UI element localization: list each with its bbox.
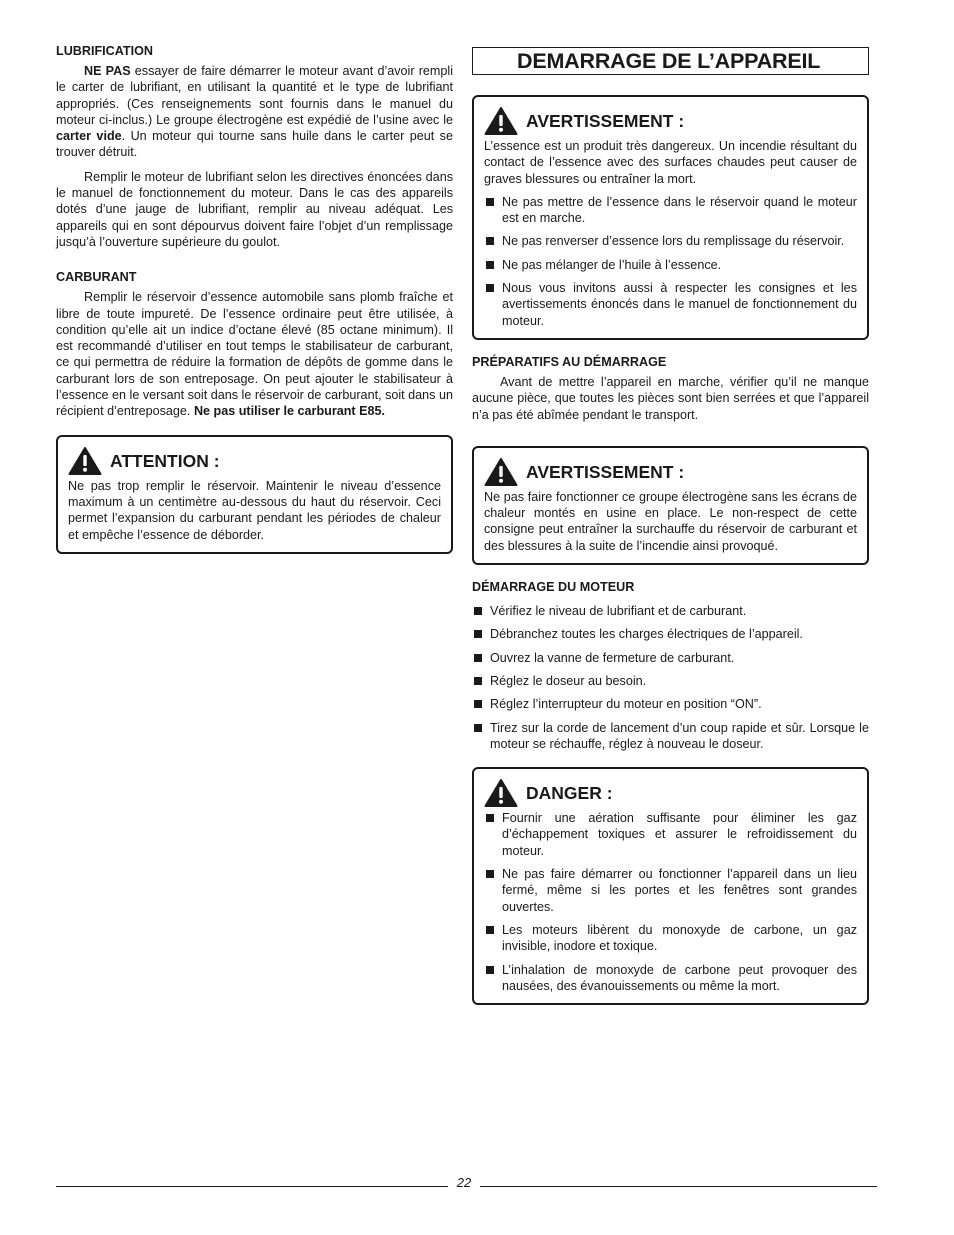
- avertissement-2-title-row: [484, 457, 857, 487]
- avertissement-1-title: AVERTISSEMENT :: [526, 111, 685, 131]
- footer-rule-left: [56, 1186, 448, 1187]
- list-item: Fournir une aération suffisante pour éliminer les gaz d’échappement toxiques et assurer le refroidissement du moteur.: [484, 810, 857, 859]
- list-item: Ne pas renverser d’essence lors du remplissage du réservoir.: [484, 233, 857, 249]
- warning-triangle-icon: [68, 446, 102, 476]
- avertissement-box-1: [472, 95, 869, 340]
- danger-title: DANGER :: [526, 783, 613, 804]
- right-column: [472, 47, 869, 1005]
- avertissement-box-2: [472, 446, 869, 565]
- page-number: 22: [456, 1175, 472, 1190]
- warning-triangle-icon: [484, 778, 518, 808]
- warning-triangle-icon: [484, 457, 518, 487]
- list-item: Ouvrez la vanne de fermeture de carburant.: [472, 650, 869, 666]
- avertissement-2-text: Ne pas faire fonctionner ce groupe électrogène sans les écrans de chaleur montés en usine en place. Le non-respect de cette consigne peut entraîner la surchauffe du réservoir de carburant et des blessures à la suite de l’incendie ainsi provoqué.: [484, 489, 857, 553]
- list-item: Débranchez toutes les charges électriques de l’appareil.: [472, 626, 869, 642]
- list-item: Ne pas mélanger de l’huile à l’essence.: [484, 257, 857, 273]
- list-item: Réglez le doseur au besoin.: [472, 673, 869, 689]
- attention-box: [56, 435, 453, 554]
- preparatifs-heading: PRÉPARATIFS AU DÉMARRAGE: [472, 354, 667, 369]
- list-item: Nous vous invitons aussi à respecter les consignes et les avertissements énoncés dans le manuel de fonctionnement du moteur.: [484, 280, 857, 329]
- attention-text: Ne pas trop remplir le réservoir. Maintenir le niveau d’essence maximum à un centimètre au-dessous du haut du réservoir. Ceci permet l’expansion du carburant pendant les périodes de chaleur et empêche l’essence de déborder.: [68, 478, 441, 542]
- avertissement-2-title: AVERTISSEMENT :: [526, 461, 685, 482]
- left-column: [56, 43, 453, 554]
- avertissement-1-intro: L’essence est un produit très dangereux. Un incendie résultant du contact de l’essence avec des surfaces chaudes peut causer de graves blessures ou entraîner la mort.: [484, 139, 857, 186]
- carter-vide-bold: carter vide: [56, 129, 122, 144]
- danger-title-row: [484, 778, 857, 808]
- list-item: Réglez l’interrupteur du moteur en position “ON”.: [472, 696, 869, 712]
- list-item: Tirez sur la corde de lancement d’un coup rapide et sûr. Lorsque le moteur se réchauffe, réglez à nouveau le doseur.: [472, 720, 869, 753]
- ne-pas-bold: NE PAS: [84, 64, 131, 78]
- avertissement-1-list: [484, 194, 857, 329]
- list-item: Ne pas mettre de l’essence dans le réservoir quand le moteur est en marche.: [484, 194, 857, 227]
- demarrage-heading: DÉMARRAGE DU MOTEUR: [472, 580, 635, 595]
- list-item: Les moteurs libèrent du monoxyde de carbone, un gaz invisible, inodore et toxique.: [484, 922, 857, 955]
- carburant-paragraph: Remplir le réservoir d’essence automobile sans plomb fraîche et libre de toute impureté. De l’essence ordinaire peut être utilisée, à condition qu’elle ait un indice d’octane élevé (85 octane minimum). Il est recommandé d’utiliser en tout temps le stabilisateur de carburant, ce qui permettra de réduire la formation de dépôts de gomme dans le carburant lors de son entreposage. On peut ajouter le stabilisateur à l’essence en le versant soit dans le réservoir de carburant, soit dans un récipient d’entreposage. Ne pas utiliser le carburant E85.: [56, 290, 453, 419]
- danger-list: [484, 810, 857, 994]
- lubrification-paragraph-2: Remplir le moteur de lubrifiant selon les directives énoncées dans le manuel de fonctionnement du moteur. Dans le cas des appareils dotés d’une jauge de lubrifiant, remplir au niveau adéquat. Les appareils qui en sont dépourvus doivent faire l’objet d’un remplissage jusqu’à l’ouverture supérieure du goulot.: [56, 169, 453, 249]
- attention-title: ATTENTION :: [110, 450, 220, 471]
- lubrification-heading: LUBRIFICATION: [56, 44, 154, 58]
- attention-title-row: [68, 446, 441, 476]
- carburant-heading: CARBURANT: [56, 270, 137, 285]
- lubrification-paragraph-1: NE PAS essayer de faire démarrer le moteur avant d’avoir rempli le carter de lubrifiant, en utilisant la quantité et le type de lubrifiant appropriés. (Ces renseignements sont fournis dans le manuel du moteur ci-inclus.) Le groupe électrogène est expédié de l’usine avec le carter vide. Un moteur qui tourne sans huile dans le carter peut se trouver détruit.: [56, 64, 453, 160]
- danger-box: [472, 767, 869, 1005]
- warning-triangle-icon: [484, 106, 518, 136]
- list-item: Ne pas faire démarrer ou fonctionner l’appareil dans un lieu fermé, même si les portes et les fenêtres sont grandes ouvertes.: [484, 866, 857, 915]
- preparatifs-text: Avant de mettre l’appareil en marche, vérifier qu’il ne manque aucune pièce, que toutes les pièces sont bien serrées et que l’appareil n’a pas été abîmée pendant le transport.: [472, 374, 869, 422]
- e85-warning-bold: Ne pas utiliser le carburant E85.: [193, 404, 386, 419]
- section-title: DEMARRAGE DE L’APPAREIL: [472, 47, 869, 75]
- footer-rule-right: [480, 1186, 877, 1187]
- list-item: L’inhalation de monoxyde de carbone peut provoquer des nausées, des évanouissements ou même la mort.: [484, 962, 857, 995]
- demarrage-list: [472, 603, 869, 752]
- list-item: Vérifiez le niveau de lubrifiant et de carburant.: [472, 603, 869, 619]
- avertissement-1-title-row: [484, 106, 857, 136]
